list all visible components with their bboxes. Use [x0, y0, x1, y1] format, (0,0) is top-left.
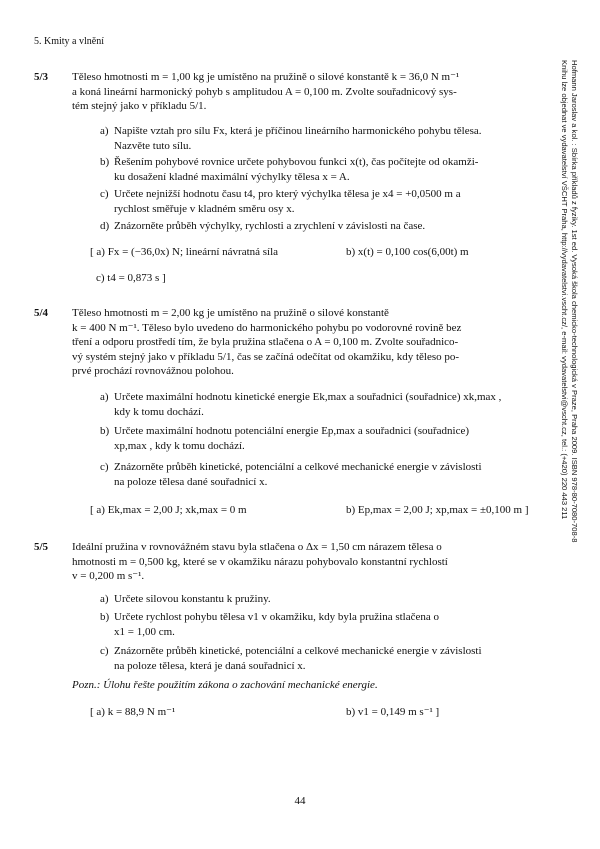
- answer-5-3-c: c) t4 = 0,873 s ]: [96, 272, 166, 284]
- problem-text-line: Těleso hmotnosti m = 2,00 kg je umístěno na pružině o silové konstantě: [72, 307, 389, 319]
- problem-text-line: v = 0,200 m s⁻¹.: [72, 570, 145, 582]
- subtask-text: x1 = 1,00 cm.: [114, 625, 175, 638]
- subtask-d: [100, 219, 536, 234]
- problem-text-line: Těleso hmotnosti m = 1,00 kg je umístěno na pružině o silové konstantě k = 36,0 N m⁻¹: [72, 71, 460, 83]
- answer-5-4-b: b) Ep,max = 2,00 J; xp,max = ±0,100 m ]: [346, 504, 529, 516]
- subtask-text: ku dosažení kladné maximální výchylky tělesa x = A.: [114, 170, 350, 183]
- subtask-text: Znázorněte průběh výchylky, rychlosti a zrychlení v závislosti na čase.: [114, 220, 426, 232]
- problem-number: 5/4: [34, 307, 49, 319]
- problem-text-line: tření a odporu prostředí tím, že byla pružina stlačena o A = 0,100 m. Zvolte souřadnico-: [72, 336, 459, 348]
- subtask-text: Napište vztah pro sílu Fx, která je příčinou lineárního harmonického pohybu tělesa.: [114, 125, 482, 137]
- problem-number: 5/5: [34, 541, 49, 553]
- subtask-label: c): [100, 188, 109, 200]
- chapter-header: 5. Kmity a vlnění: [34, 36, 104, 47]
- subtask-b: [100, 424, 536, 453]
- subtask-label: d): [100, 220, 110, 232]
- subtask-text: kdy k tomu dochází.: [114, 405, 204, 418]
- subtask-text: xp,max , kdy k tomu dochází.: [114, 439, 245, 452]
- problem-text-line: prvé prochází rovnovážnou polohou.: [72, 365, 234, 377]
- answer-5-4-a: [ a) Ek,max = 2,00 J; xk,max = 0 m: [90, 504, 247, 516]
- problem-text-line: Ideální pružina v rovnovážném stavu byla stlačena o Δx = 1,50 cm nárazem tělesa o: [72, 541, 442, 553]
- subtask-text: Znázorněte průběh kinetické, potenciální a celkové mechanické energie v závislosti: [114, 645, 482, 657]
- subtask-text: Určete maximální hodnotu kinetické energie Ek,max a souřadnici (souřadnice) xk,max ,: [114, 391, 502, 403]
- problem-text-line: vý systém stejný jako v příkladu 5/1, čas se začíná odečítat od okamžiku, kdy těleso po-: [72, 350, 460, 363]
- subtask-a: [100, 592, 536, 607]
- problem-note: Pozn.: Úlohu řešte použitím zákona o zachování mechanické energie.: [72, 679, 378, 691]
- subtask-a: [100, 124, 536, 153]
- subtask-label: a): [100, 125, 109, 137]
- subtask-c: [100, 644, 536, 673]
- subtask-text: Určete maximální hodnotu potenciální energie Ep,max a souřadnici (souřadnice): [114, 425, 470, 437]
- subtask-text: Znázorněte průběh kinetické, potenciální a celkové mechanické energie v závislosti: [114, 461, 482, 473]
- subtask-a: [100, 390, 536, 419]
- subtask-label: b): [100, 611, 110, 623]
- problem-text-line: hmotnosti m = 0,500 kg, které se v okamžiku nárazu pohybovalo konstantní rychlostí: [72, 555, 448, 568]
- side-citation: [560, 60, 579, 780]
- citation-line-1: Hofmann Jaroslav a kol. : Sbírka příkladů z fyziky. 1st ed. Vysoká škola chemicko-technologická v Praze, Praha 2009. ISBN 978-80-7080-708-8: [570, 60, 579, 543]
- subtask-text: Řešením pohybové rovnice určete pohybovou funkci x(t), čas počítejte od okamži-: [114, 156, 479, 168]
- subtask-label: b): [100, 156, 110, 168]
- page-number: 44: [294, 795, 306, 807]
- subtask-label: a): [100, 593, 109, 605]
- subtask-label: b): [100, 425, 110, 437]
- subtask-text: na poloze tělesa dané souřadnicí x.: [114, 475, 268, 488]
- subtask-label: c): [100, 645, 109, 657]
- subtask-text: na poloze tělesa, která je daná souřadnicí x.: [114, 659, 306, 672]
- subtask-text: Určete rychlost pohybu tělesa v1 v okamžiku, kdy byla pružina stlačena o: [114, 611, 440, 623]
- subtask-b: [100, 155, 536, 184]
- problem-text-line: k = 400 N m⁻¹. Těleso bylo uvedeno do harmonického pohybu po vodorovné rovině bez: [72, 321, 462, 334]
- subtask-text: Nazvěte tuto sílu.: [114, 139, 192, 152]
- answer-5-5-b: b) v1 = 0,149 m s⁻¹ ]: [346, 706, 440, 718]
- answer-5-3-a: [ a) Fx = (−36,0x) N; lineární návratná síla: [90, 246, 279, 258]
- subtask-c: [100, 187, 536, 216]
- answer-5-5-a: [ a) k = 88,9 N m⁻¹: [90, 706, 176, 718]
- subtask-b: [100, 610, 536, 639]
- subtask-label: a): [100, 391, 109, 403]
- subtask-text: rychlost směřuje v kladném směru osy x.: [114, 202, 295, 215]
- subtask-label: c): [100, 461, 109, 473]
- subtask-text: Určete nejnižší hodnotu času t4, pro který výchylka tělesa je x4 = +0,0500 m a: [114, 188, 461, 200]
- answer-5-3-b: b) x(t) = 0,100 cos(6,00t) m: [346, 246, 469, 258]
- problem-number: 5/3: [34, 71, 49, 83]
- subtask-text: Určete silovou konstantu k pružiny.: [114, 593, 271, 605]
- citation-line-2: Knihu lze objednat ve vydavatelství VŠCHT Praha, http://vydavatelstvi.vscht.cz/, e-mail: vydavatelstvi@vscht.cz, tel.: (+420) 220 443 211: [560, 60, 569, 520]
- problem-text-line: a koná lineární harmonický pohyb s amplitudou A = 0,100 m. Zvolte souřadnicový sys-: [72, 85, 457, 98]
- problem-text-line: tém stejný jako v příkladu 5/1.: [72, 100, 207, 112]
- subtask-c: [100, 460, 536, 489]
